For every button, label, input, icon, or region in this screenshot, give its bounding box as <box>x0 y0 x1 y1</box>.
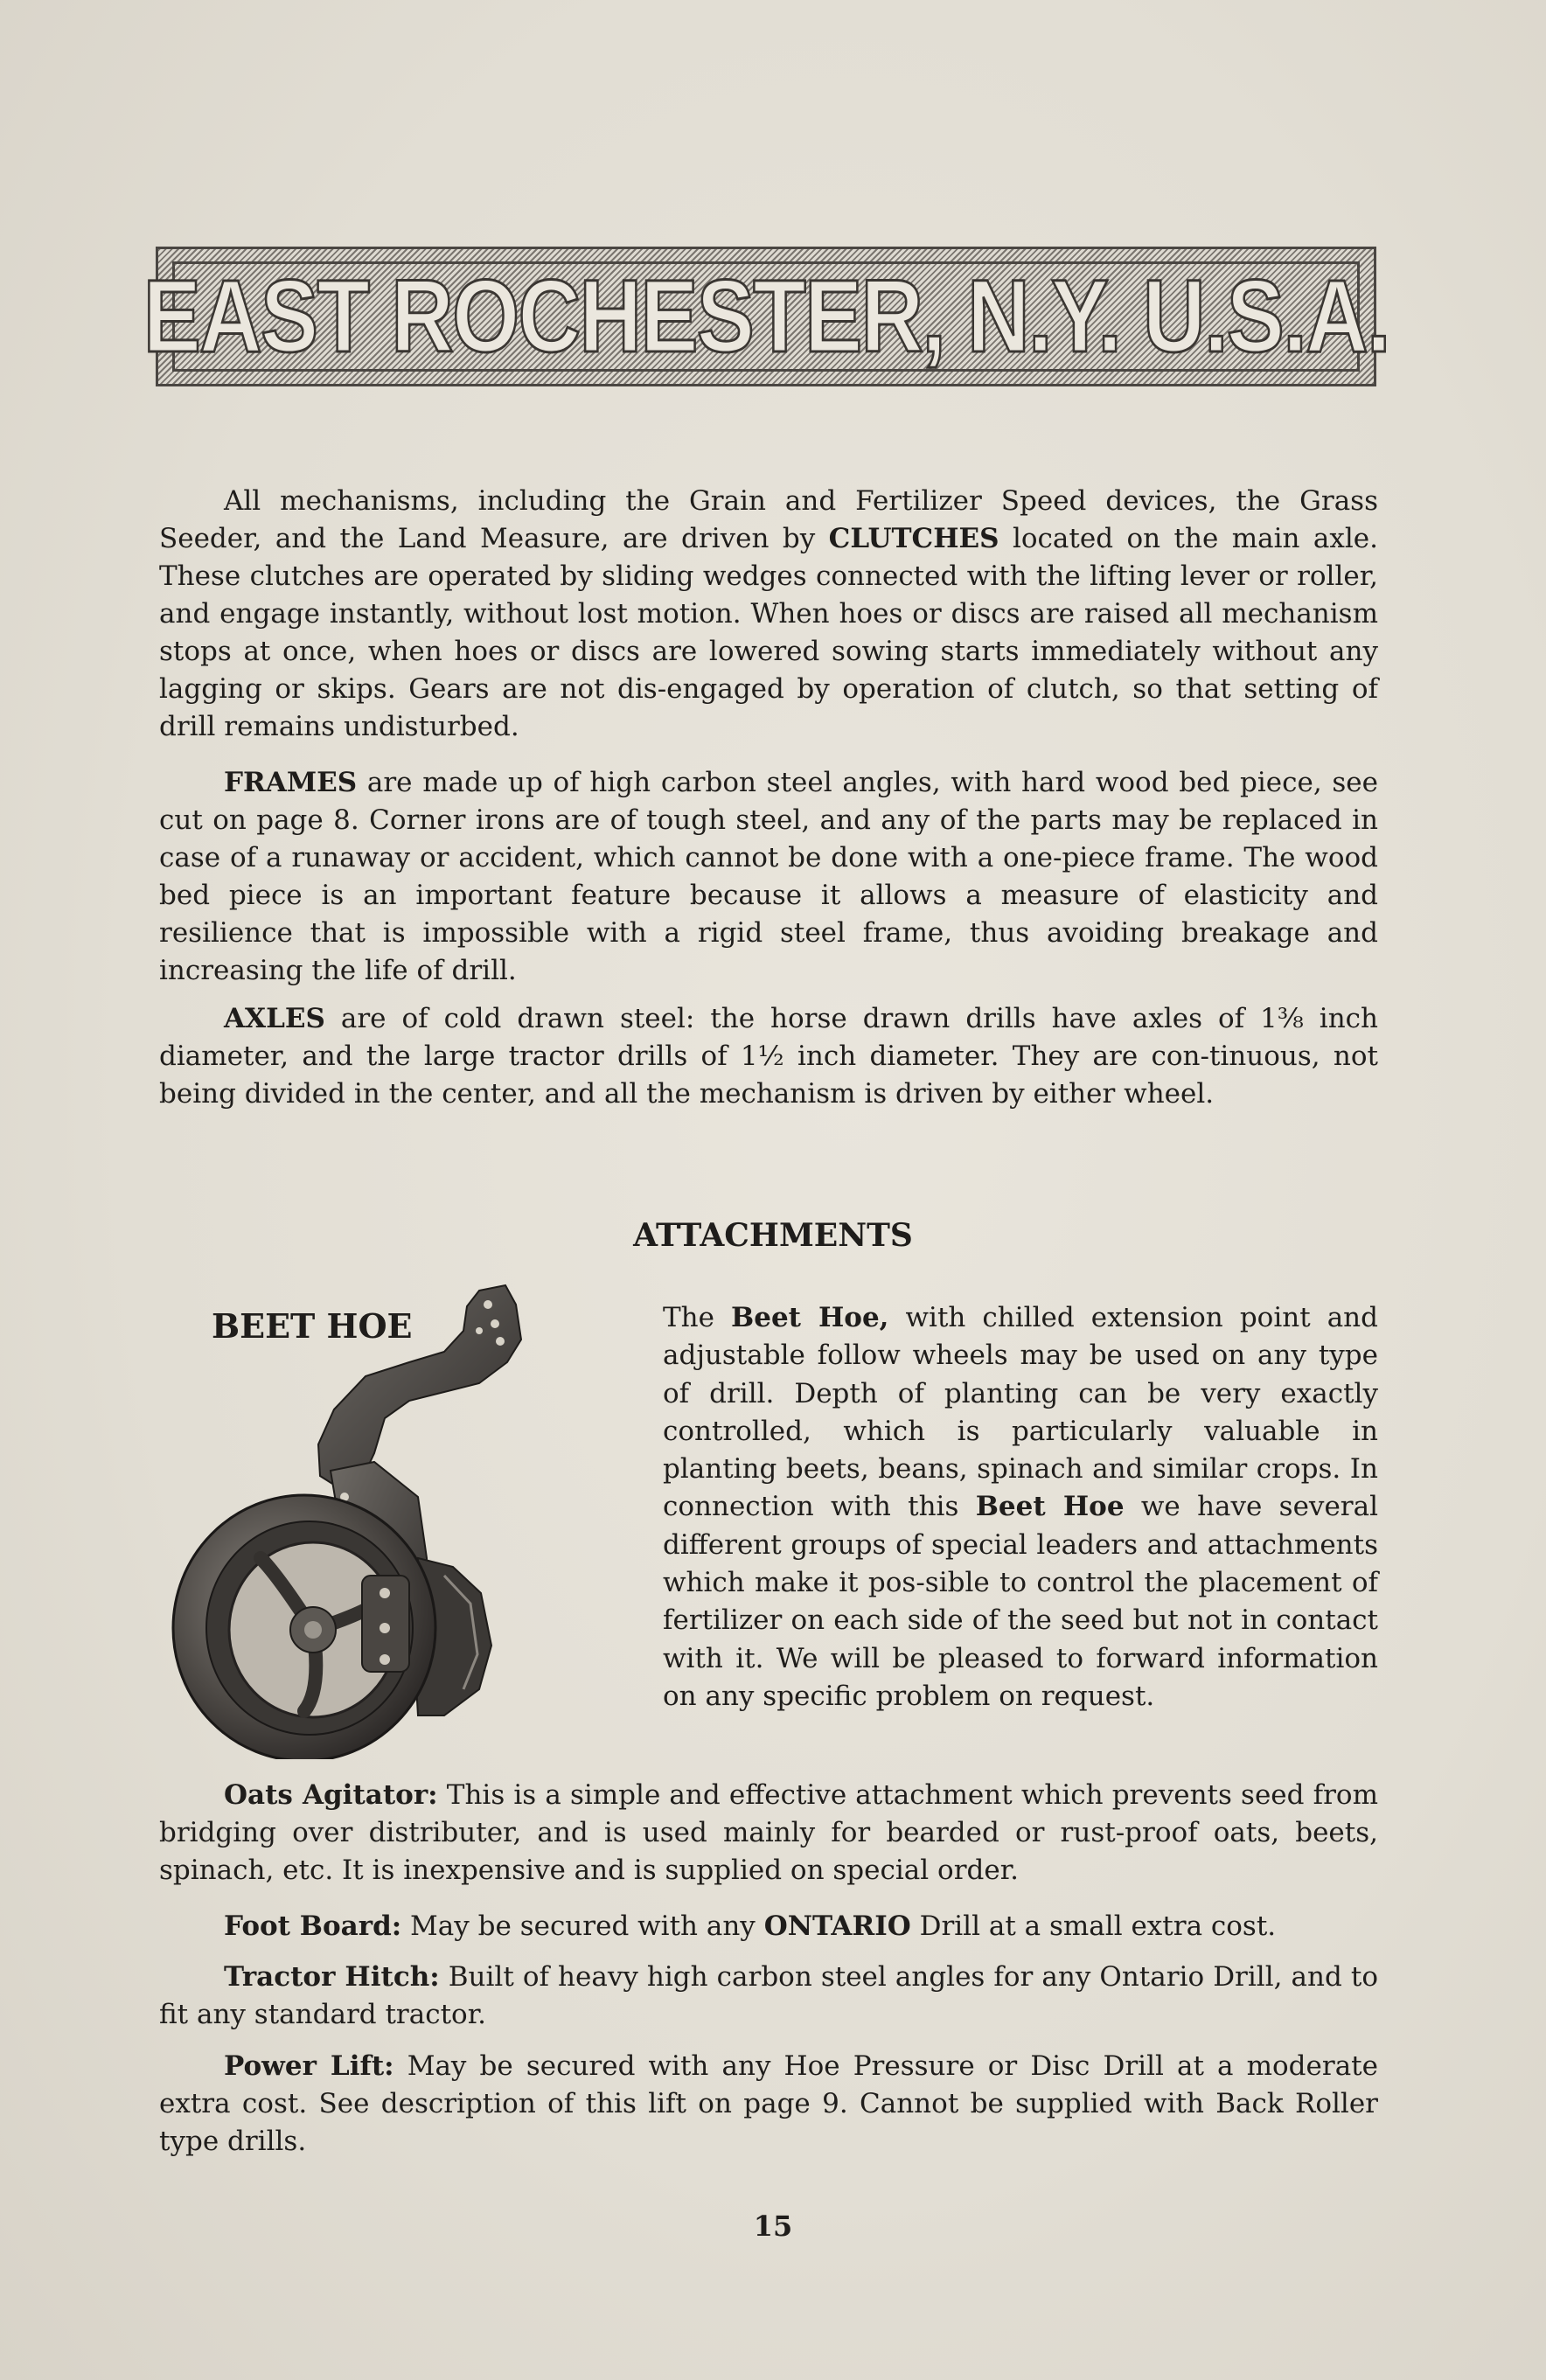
page-number: 15 <box>753 2210 793 2243</box>
tractor-hitch-term: Tractor Hitch: <box>224 1961 440 1993</box>
paragraph-power-lift: Power Lift: May be secured with any Hoe Pressure or Disc Drill at a moderate extra cost. See description of this lift on page 9. Cannot be supplied with Back Roller type drills. <box>159 2050 1378 2157</box>
oats-agitator-term: Oats Agitator: <box>224 1779 438 1811</box>
axles-term: AXLES <box>224 1003 325 1034</box>
frames-term: FRAMES <box>224 767 358 798</box>
header-banner <box>143 247 1389 386</box>
beet-hoe-label: BEET HOE <box>212 1306 413 1346</box>
ontario-term: ONTARIO <box>763 1910 911 1942</box>
beet-hoe-term: Beet Hoe, <box>731 1302 889 1333</box>
paragraph-axles: AXLES are of cold drawn steel: the horse drawn drills have axles of 1⅜ inch diameter, and the large tractor drills of 1½ inch diameter. They are con-tinuous, not being divided in the center, and all the mechanism is driven by either wheel. <box>159 1003 1378 1110</box>
beet-hoe-description: The Beet Hoe, with chilled extension point and adjustable follow wheels may be used on any type of drill. Depth of planting can be very exactly controlled, which is particularly valuable in planting beets, beans, spinach and similar crops. In connection with this Beet Hoe we have several different groups of special leaders and attachments which make it pos-sible to control the placement of fertilizer on each side of the seed but not in contact with it. We will be pleased to forward information on any specific problem on request. <box>663 1302 1379 1712</box>
power-lift-term: Power Lift: <box>224 2050 394 2082</box>
paragraph-oats-agitator: Oats Agitator: This is a simple and effective attachment which prevents seed from bridging over distributer, and is used mainly for bearded or rust-proof oats, beets, spinach, etc. It is inexpensive and is supplied on special order. <box>159 1779 1378 1886</box>
paragraph-frames: FRAMES are made up of high carbon steel angles, with hard wood bed piece, see cut on page 8. Corner irons are of tough steel, and any of the parts may be replaced in case of a runaway or accident, which cannot be done with a one-piece frame. The wood bed piece is an important feature because it allows a measure of elasticity and resilience that is impossible with a rigid steel frame, thus avoiding breakage and increasing the life of drill. <box>159 767 1378 986</box>
clutches-term: CLUTCHES <box>828 523 999 554</box>
beet-hoe-illustration <box>156 1278 628 1759</box>
foot-board-term: Foot Board: <box>224 1910 402 1942</box>
beet-hoe-term-2: Beet Hoe <box>975 1491 1125 1523</box>
paragraph-tractor-hitch: Tractor Hitch: Built of heavy high carbon steel angles for any Ontario Drill, and to fit any standard tractor. <box>159 1961 1378 2030</box>
paragraph-foot-board: Foot Board: May be secured with any ONTARIO Drill at a small extra cost. <box>224 1910 1277 1942</box>
attachments-heading: ATTACHMENTS <box>633 1217 913 1254</box>
paragraph-clutches: All mechanisms, including the Grain and Fertilizer Speed devices, the Grass Seeder, and the Land Measure, are driven by CLUTCHES located on the main axle. These clutches are operated by sliding wedges connected with the lifting lever or roller, and engage instantly, without lost motion. When hoes or discs are raised all mechanism stops at once, when hoes or discs are lowered sowing starts immediately without any lagging or skips. Gears are not dis-engaged by operation of clutch, so that setting of drill remains undisturbed. <box>159 485 1379 742</box>
banner-title: EAST ROCHESTER, N.Y. U.S.A. <box>143 259 1389 374</box>
